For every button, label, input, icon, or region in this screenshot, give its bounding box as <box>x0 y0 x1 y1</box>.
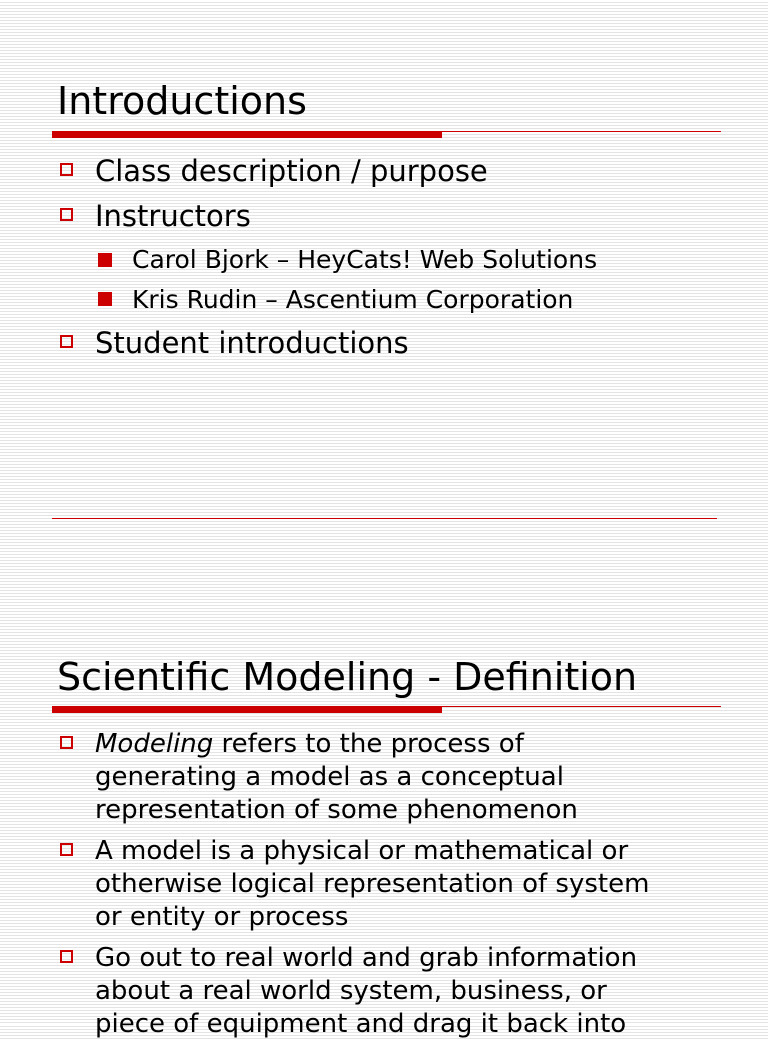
hollow-square-bullet-icon <box>60 843 73 856</box>
bullet-line: otherwise logical representation of system <box>95 869 650 899</box>
hollow-square-bullet-icon <box>60 208 73 221</box>
bullet-line: Go out to real world and grab information <box>95 943 638 973</box>
hollow-square-bullet-icon <box>60 335 73 348</box>
bullet-line <box>95 728 524 761</box>
bullet-line: or entity or process <box>95 902 349 932</box>
emphasis-text: Modeling <box>95 729 214 759</box>
title-underline-thick <box>52 706 442 713</box>
slide-title: Scientific Modeling - Definition <box>57 655 638 699</box>
title-underline-thin <box>442 706 721 707</box>
bullet-line: piece of equipment and drag it back into <box>95 1009 627 1039</box>
hollow-square-bullet-icon <box>60 736 73 749</box>
title-underline-thin <box>442 131 721 132</box>
bullet-text: Class description / purpose <box>95 154 488 188</box>
bullet-line: representation of some phenomenon <box>95 795 578 825</box>
slide-title: Introductions <box>57 79 307 123</box>
bullet-line: generating a model as a conceptual <box>95 762 564 792</box>
sub-bullet-text: Carol Bjork – HeyCats! Web Solutions <box>132 245 598 274</box>
bullet-line: about a real world system, business, or <box>95 976 607 1006</box>
bullet-line-text: refers to the process of <box>213 729 524 759</box>
slide-scientific-modeling <box>0 540 768 1039</box>
hollow-square-bullet-icon <box>60 950 73 963</box>
sub-bullet-text: Kris Rudin – Ascentium Corporation <box>132 285 574 314</box>
bullet-text: Student introductions <box>95 326 409 360</box>
filled-square-bullet-icon <box>98 292 112 306</box>
bullet-text: Instructors <box>95 199 251 233</box>
hollow-square-bullet-icon <box>60 163 73 176</box>
title-underline-thick <box>52 131 442 138</box>
bullet-line: A model is a physical or mathematical or <box>95 836 629 866</box>
filled-square-bullet-icon <box>98 253 112 267</box>
slide-bottom-line <box>52 518 717 519</box>
